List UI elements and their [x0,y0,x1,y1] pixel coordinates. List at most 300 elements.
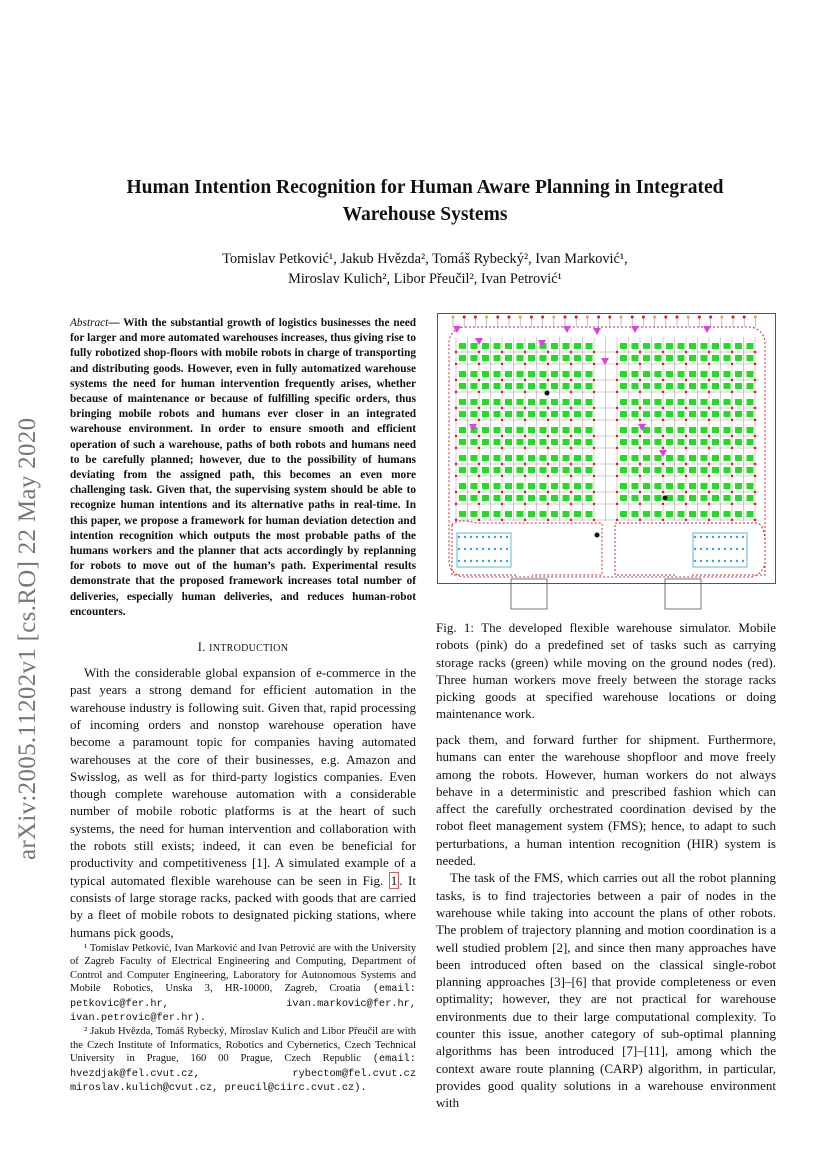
ground-node [754,475,756,477]
ground-node [593,435,595,437]
storage-rack [655,495,662,501]
storage-rack [586,411,593,417]
ground-node [547,435,549,437]
storage-rack [505,455,512,461]
section-number: I. [197,640,210,655]
ground-node [455,519,457,521]
storage-rack [471,483,478,489]
ground-node [570,519,572,521]
station-node [458,560,460,562]
ground-node [593,363,595,365]
storage-rack [643,483,650,489]
storage-rack [689,439,696,445]
storage-rack [735,371,742,377]
station-node [494,560,496,562]
ground-node [501,419,503,421]
ground-node [524,503,526,505]
ground-node [570,503,572,505]
top-node [564,316,567,319]
storage-rack [528,411,535,417]
storage-rack [471,455,478,461]
storage-rack [655,427,662,433]
ground-node [639,475,641,477]
storage-rack [643,355,650,361]
top-node [620,316,623,319]
ground-node [616,407,618,409]
station-node [742,560,744,562]
title-line-1: Human Intention Recognition for Human Aware Planning in Integrated [126,177,724,198]
ground-node [639,351,641,353]
station-node [694,560,696,562]
ground-node [524,351,526,353]
storage-rack [632,455,639,461]
top-node [597,316,600,319]
storage-rack [563,371,570,377]
storage-rack [482,483,489,489]
storage-rack [586,383,593,389]
warehouse-simulator-figure [437,313,776,611]
ground-node [524,435,526,437]
storage-rack [459,383,466,389]
top-node [474,316,477,319]
storage-rack [620,383,627,389]
top-node [720,316,723,319]
storage-rack [528,483,535,489]
storage-rack [735,355,742,361]
storage-rack [735,343,742,349]
storage-rack [666,439,673,445]
storage-rack [586,495,593,501]
storage-rack [724,411,731,417]
ground-node [455,435,457,437]
ground-node [570,363,572,365]
ground-node [708,391,710,393]
ground-node [455,503,457,505]
ground-node [616,391,618,393]
storage-rack [517,483,524,489]
top-node [664,316,667,319]
ground-node [570,435,572,437]
storage-rack [494,383,501,389]
storage-rack [701,355,708,361]
storage-rack [655,383,662,389]
storage-rack [666,483,673,489]
ground-node [616,363,618,365]
station-node [458,536,460,538]
storage-rack [528,371,535,377]
ground-node [662,475,664,477]
storage-rack [701,483,708,489]
storage-rack [712,343,719,349]
storage-rack [563,355,570,361]
storage-rack [482,427,489,433]
storage-rack [712,439,719,445]
storage-rack [632,495,639,501]
ground-node [524,491,526,493]
storage-rack [689,343,696,349]
ground-node [570,379,572,381]
footnotes [70,942,416,1095]
storage-rack [643,455,650,461]
storage-rack [747,511,754,517]
title-line-2: Warehouse Systems [342,204,508,225]
station-node [476,536,478,538]
ground-node [685,363,687,365]
storage-rack [459,495,466,501]
storage-rack [712,399,719,405]
ground-node [639,519,641,521]
storage-rack [678,399,685,405]
storage-rack [632,399,639,405]
storage-rack [678,483,685,489]
ground-node [455,407,457,409]
storage-rack [747,343,754,349]
figure-frame [438,314,776,584]
storage-rack [678,343,685,349]
station-node [464,548,466,550]
storage-rack [586,399,593,405]
ground-node [478,447,480,449]
ground-node [616,519,618,521]
storage-rack [712,411,719,417]
ground-node [708,491,710,493]
ground-node [593,463,595,465]
storage-rack [528,383,535,389]
storage-rack [747,427,754,433]
ground-node [547,503,549,505]
station-node [694,548,696,550]
ground-node [708,503,710,505]
storage-rack [517,371,524,377]
ground-node [593,503,595,505]
storage-rack [632,467,639,473]
abstract [70,316,416,620]
storage-rack [563,467,570,473]
storage-rack [655,467,662,473]
storage-rack [620,411,627,417]
storage-rack [724,467,731,473]
storage-rack [482,455,489,461]
ground-node [524,391,526,393]
station-node [482,536,484,538]
storage-rack [471,495,478,501]
storage-rack [563,439,570,445]
storage-rack [494,371,501,377]
ground-node [685,391,687,393]
storage-rack [712,483,719,489]
top-node [754,316,757,319]
ground-node [570,491,572,493]
ground-node [662,419,664,421]
storage-rack [540,483,547,489]
ground-node [478,363,480,365]
storage-rack [540,467,547,473]
storage-rack [459,411,466,417]
storage-rack [747,411,754,417]
ground-node [455,419,457,421]
ground-node [639,363,641,365]
storage-rack [471,399,478,405]
footnote-2-email: (email: hvezdjak@fel.cvut.cz, rybectom@fel.cvut.cz miroslav.kulich@cvut.cz, preucil@ciirc.cvut.cz). [70,1053,416,1095]
ground-node [754,363,756,365]
storage-rack [724,439,731,445]
ground-node [685,503,687,505]
storage-rack [505,343,512,349]
right-paragraph-1: pack them, and forward further for shipment. Furthermore, humans can enter the warehouse shopfloor and move freely among the robots. However, human workers do not always behave in a deterministic and prescribed fashion which can affect the carefully orchestrated coordination devised by the robot fleet management system (FMS); hence, to adapt to such perturbations, a human intention recognition (HIR) system is needed. [436,732,776,869]
ground-node [616,491,618,493]
storage-rack [632,343,639,349]
storage-rack [505,483,512,489]
ground-node [708,419,710,421]
ground-node [662,363,664,365]
ground-node [501,379,503,381]
storage-rack [471,439,478,445]
storage-rack [528,495,535,501]
storage-rack [586,511,593,517]
station-node [506,548,508,550]
storage-rack [632,411,639,417]
ground-node [662,447,664,449]
ground-node [547,447,549,449]
ground-node [708,363,710,365]
ground-node [570,391,572,393]
ground-node [501,519,503,521]
ground-node [754,447,756,449]
ground-node [478,379,480,381]
storage-rack [586,483,593,489]
ground-node [639,419,641,421]
storage-rack [747,483,754,489]
station-node [712,548,714,550]
top-node [508,316,511,319]
ground-node [731,475,733,477]
ground-node [754,463,756,465]
station-node [458,548,460,550]
storage-rack [620,343,627,349]
storage-rack [735,511,742,517]
storage-rack [701,439,708,445]
ground-node [616,475,618,477]
ground-node [731,407,733,409]
storage-rack [678,511,685,517]
storage-rack [747,383,754,389]
section-title: INTRODUCTION [209,643,289,655]
storage-rack [586,467,593,473]
ground-node [616,447,618,449]
storage-rack [747,467,754,473]
human-worker [595,533,600,538]
storage-rack [563,411,570,417]
ground-node [547,351,549,353]
storage-rack [574,483,581,489]
storage-rack [620,399,627,405]
ground-node [685,447,687,449]
storage-rack [655,355,662,361]
storage-rack [540,495,547,501]
ground-node [593,491,595,493]
ground-node [662,379,664,381]
ground-node [478,491,480,493]
station-node [500,536,502,538]
storage-rack [505,399,512,405]
storage-rack [540,371,547,377]
ground-node [478,407,480,409]
ground-node [731,519,733,521]
storage-rack [643,511,650,517]
storage-rack [724,399,731,405]
storage-rack [551,343,558,349]
storage-rack [517,511,524,517]
storage-rack [747,455,754,461]
ground-node [501,475,503,477]
ground-node [731,491,733,493]
ground-node [616,463,618,465]
ground-node [478,463,480,465]
storage-rack [735,467,742,473]
ground-node [639,435,641,437]
storage-rack [643,439,650,445]
storage-rack [574,455,581,461]
storage-rack [712,383,719,389]
storage-rack [517,383,524,389]
storage-rack [482,411,489,417]
storage-rack [574,427,581,433]
storage-rack [701,455,708,461]
top-node [496,316,499,319]
ground-node [639,491,641,493]
ground-node [570,463,572,465]
storage-rack [586,455,593,461]
storage-rack [735,427,742,433]
storage-rack [551,483,558,489]
ground-node [524,407,526,409]
ground-node [593,475,595,477]
storage-rack [689,483,696,489]
ground-node [524,519,526,521]
storage-rack [701,511,708,517]
storage-rack [459,371,466,377]
storage-rack [655,371,662,377]
ground-node [547,491,549,493]
storage-rack [655,399,662,405]
ground-node [708,475,710,477]
storage-rack [701,467,708,473]
storage-rack [540,427,547,433]
storage-rack [574,495,581,501]
ground-node [708,351,710,353]
storage-rack [620,455,627,461]
storage-rack [517,355,524,361]
top-node [552,316,555,319]
storage-rack [689,511,696,517]
section-heading [70,640,416,655]
top-node [519,316,522,319]
station-node [506,536,508,538]
storage-rack [574,439,581,445]
station-node [736,548,738,550]
storage-rack [494,343,501,349]
storage-rack [551,371,558,377]
station-node [742,548,744,550]
storage-rack [563,483,570,489]
ground-node [593,351,595,353]
storage-rack [505,427,512,433]
storage-rack [724,383,731,389]
storage-rack [459,467,466,473]
station-node [494,548,496,550]
storage-rack [482,343,489,349]
storage-rack [574,511,581,517]
ground-node [685,419,687,421]
ground-node [547,419,549,421]
storage-rack [459,343,466,349]
storage-rack [540,511,547,517]
ground-node [501,503,503,505]
storage-rack [528,439,535,445]
ground-node [616,503,618,505]
storage-rack [724,427,731,433]
storage-rack [689,371,696,377]
ground-node [455,491,457,493]
storage-rack [747,355,754,361]
storage-rack [482,399,489,405]
storage-rack [586,439,593,445]
intro-paragraph [70,664,416,941]
storage-rack [678,371,685,377]
ground-node [478,351,480,353]
ground-node [455,391,457,393]
storage-rack [551,511,558,517]
ground-node [731,379,733,381]
storage-rack [701,399,708,405]
storage-rack [689,455,696,461]
storage-rack [747,399,754,405]
storage-rack [643,383,650,389]
ground-node [639,503,641,505]
storage-rack [632,383,639,389]
storage-rack [482,371,489,377]
storage-rack [655,411,662,417]
ground-node [593,407,595,409]
ground-node [501,447,503,449]
ground-node [524,447,526,449]
top-node [642,316,645,319]
ground-node [501,407,503,409]
storage-rack [471,467,478,473]
ground-node [754,407,756,409]
storage-rack [494,439,501,445]
ground-node [478,391,480,393]
ground-node [662,435,664,437]
storage-rack [551,467,558,473]
storage-rack [735,411,742,417]
figure-link[interactable]: 1 [390,872,398,888]
ground-node [478,475,480,477]
ground-node [754,435,756,437]
storage-rack [494,495,501,501]
storage-rack [747,371,754,377]
ground-node [685,407,687,409]
right-column [436,731,776,1112]
storage-rack [563,495,570,501]
ground-node [616,435,618,437]
ground-node [708,463,710,465]
storage-rack [747,495,754,501]
storage-rack [505,495,512,501]
storage-rack [459,427,466,433]
storage-rack [517,343,524,349]
storage-rack [551,411,558,417]
